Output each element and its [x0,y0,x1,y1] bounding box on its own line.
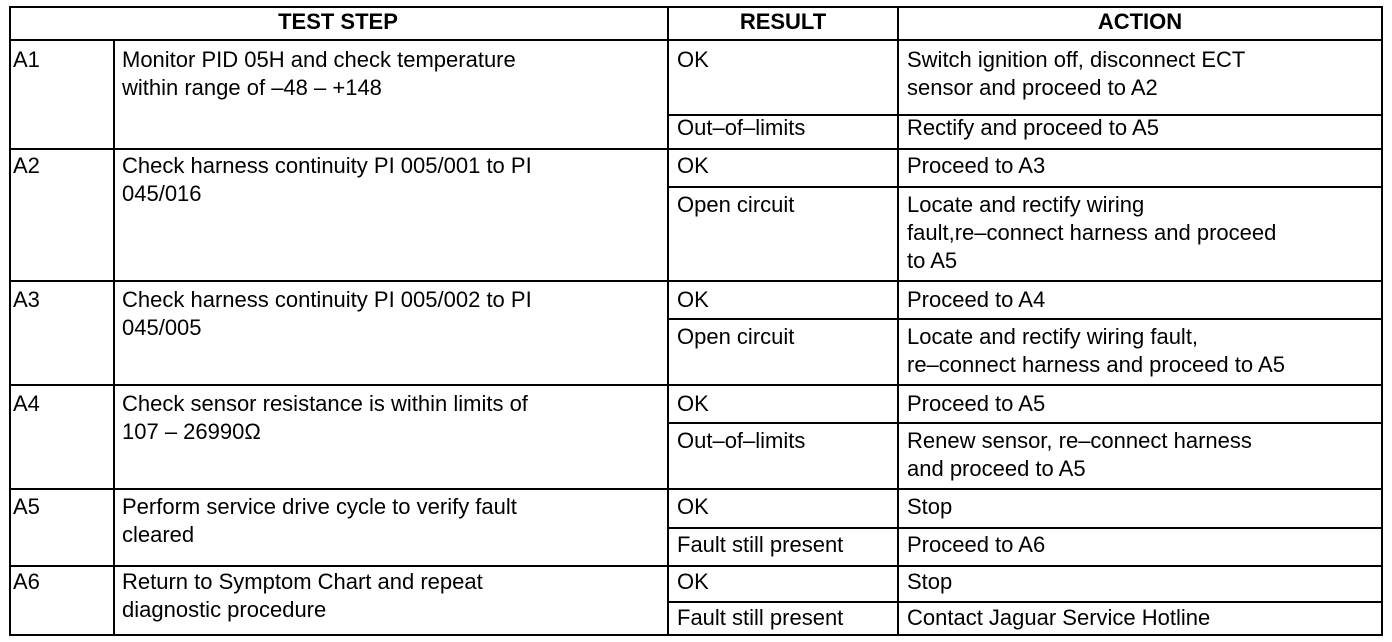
action-cell: Proceed to A6 [907,532,1046,557]
step-id: A1 [13,47,40,72]
result-cell: OK [677,47,709,72]
result-cell: Fault still present [677,532,844,557]
step-id: A5 [13,494,40,519]
header-test-step: TEST STEP [278,9,398,34]
result-cell: OK [677,569,709,594]
step-id: A4 [13,391,40,416]
action-cell: Stop [907,494,953,519]
step-description: Perform service drive cycle to verify fault cleared [122,494,517,547]
result-cell: OK [677,287,709,312]
table-border-right [1381,6,1383,636]
column-divider-result [667,6,669,636]
action-cell: Contact Jaguar Service Hotline [907,605,1211,630]
action-cell: Switch ignition off, disconnect ECT sensor and proceed to A2 [907,47,1246,100]
table-border-bottom [9,634,1383,636]
action-cell: Stop [907,569,953,594]
result-cell: Out–of–limits [677,428,806,453]
header-action: ACTION [1097,9,1183,34]
header-divider [9,39,1383,41]
result-cell: Open circuit [677,324,795,349]
action-cell: Proceed to A3 [907,153,1046,178]
result-cell: OK [677,391,709,416]
step-description: Check harness continuity PI 005/002 to PI 045/005 [122,287,532,340]
action-cell: Renew sensor, re–connect harness and proceed to A5 [907,428,1252,481]
step-id: A6 [13,569,40,594]
step-description: Return to Symptom Chart and repeat diagnostic procedure [122,569,483,622]
step-id: A3 [13,287,40,312]
step-description: Check sensor resistance is within limits of 107 – 26990Ω [122,391,528,444]
result-cell: Out–of–limits [677,115,806,140]
step-description: Monitor PID 05H and check temperature within range of –48 – +148 [122,47,516,100]
result-cell: OK [677,494,709,519]
result-cell: OK [677,153,709,178]
action-cell: Proceed to A4 [907,287,1046,312]
action-cell: Rectify and proceed to A5 [907,115,1159,140]
action-cell: Proceed to A5 [907,391,1046,416]
result-cell: Fault still present [677,605,844,630]
column-divider-action [897,6,899,636]
result-cell: Open circuit [677,192,795,217]
table-border-left [9,6,11,636]
step-id: A2 [13,153,40,178]
column-divider-id [113,40,115,636]
step-description: Check harness continuity PI 005/001 to PI 045/016 [122,153,532,206]
header-result: RESULT [739,9,827,34]
diagnostic-table [9,6,1383,636]
action-cell: Locate and rectify wiring fault, re–connect harness and proceed to A5 [907,324,1285,377]
action-cell: Locate and rectify wiring fault,re–connect harness and proceed to A5 [907,192,1277,273]
